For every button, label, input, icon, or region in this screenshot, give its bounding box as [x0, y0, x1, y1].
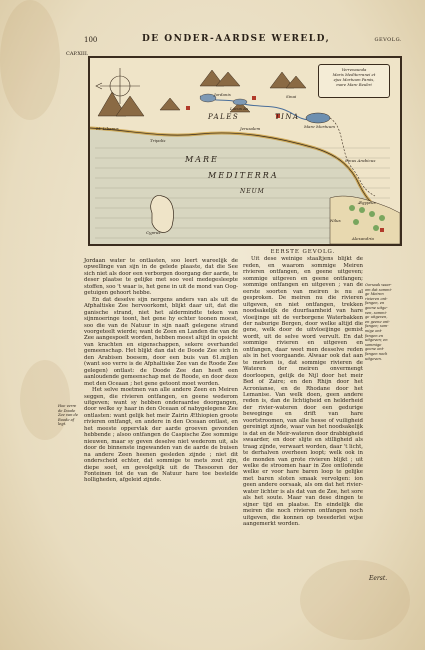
margin-line: fangen; som-: [365, 324, 389, 329]
margin-line: uitgeven; en: [365, 338, 388, 343]
margin-line: ge uitgeven,: [365, 315, 388, 320]
cartouche-line: Verrenaunda: [341, 67, 367, 72]
left-margin-note: [58, 404, 82, 427]
map-label-libanus: M. Libanus: [96, 126, 119, 131]
page-header: [84, 36, 404, 50]
map-label-aegyptus: Ægyptus: [358, 200, 376, 205]
margin-line: fangen en: [365, 333, 384, 338]
paragraph: Uit dese weinige staaltjens blijkt de reden, en waarom sommige Meiren rivieren ontfangen, en geene uitgeven; sommige uitgeven en geene ontfangen; sommige ontfangen en uitgeven ; van de eerste soorten van meiren is nu al gesproken. De meiren nu die rivieren uitgeven, en niet ontfangen, trekken noodsakelijk de duurfaamheid van hare vloeijinge uit de verborgene Waterbakken der naburige Bergen, door welke altijd die gene, welk door de uitvloeijinge gemist wordt, uit de selve word vervult. En dat sommige rivieren en uitgeven en ontfangen, daar weet men desselve reden als in het voorgaande. Alwaar ook dat aan te merken is, dat sommige rivieren de Wateren der meiren onvermengt doorloopen, gelijk de Nijl door het meir Bed of Zaire; en den Rhijn door het Acronianse, en de Rhodane door het Lemanise. Van welk doen, geen andere reden is, dan de lichtigheid en helderheid der rivier-wateren door een gedurige beweginge en drift van hare voortstroomen, van alle hesse of vuiligheid gereinigt zijnde, waar van het noodsakelijk is dat en de Meir-wateren door drabbigheid swaarder, en door slijte en stilligheid als traag zijnde, verwaart worden, daar 't licht, te derhalven overheen loopt; welk ook in de monden van grote rivieren blijkt ; uit welke de stroomen haar in Zee ontlofende welke er voor hare baren loop te gelijke met baren sloten smaak vervolgen: ion geen andere oorsaak, als om dat het rivier-water lichter is als dat van de Zee, het sore als het soute. Maar van dese dingen te sijner tijd en plaatse. En eindelijk die meiren die noch rivieren ontfangen noch uitgeven, die konnen op tweederlei wijse aangemerkt worden.: [243, 256, 363, 528]
map-label-mare-mortuum: Mare Mortuum: [304, 124, 335, 129]
margin-line: geene uitge-: [365, 305, 388, 310]
paper-stain: [300, 560, 410, 640]
margin-line: sommige: [365, 342, 382, 347]
margin-line: rivieren ont-: [365, 296, 388, 301]
map-label-tina: TINA: [275, 113, 300, 121]
margin-line: uitgeven.: [365, 356, 382, 361]
page-title: DE ONDER-AARDSE WERELD,: [142, 34, 331, 44]
map-label-nilus: Nilus: [330, 218, 341, 223]
paragraph: Het selve moetmen van alle andere Zeen en Meiren seggen, die rivieren ontfangen, en geene wederom uitgeven; want sy hebben onderaardse doorgangen, door welke sy haar in den Oceaan of nabygelegene Zee ontlasten: want gelijk het meir Zairin Æthiopien groote rivieren ontfangt, en andere in den Oceaan ontlast, en het meeste oppervlak der aarde groeven gevonden hebbende ; alsoo ontfangen de Caspische Zee sommige nieuwen, maar sy geven deselve niet wederom uit, als door de binnenste ingewanden van de aarde de buisen na andere Zeen heenen gesleden zijnde ; niet dit onderscheid echter, dat sommige te mets zout zijn, diepe soet, en gevolgelijk uit de Thesooren der Fonteinen tot de van de Natuur hare toe bestelde holligheden, afgeleid zijnde.: [84, 387, 238, 484]
right-text-column: [243, 249, 363, 527]
paragraph: En dat deselve sijn nergens anders van als uit de Afphaltiske Zee hervoorkomt, blijkt daar uit, dat die ganische strand, niet het aldermindte teken van sijnmoeringe toont, het gene hy echter toonen moest, soo die van de Natuur in sijn naaft gelegene strand voorgeteelt wierde; want de Zeen en Landen die van de Zee aangespoelt worden, hebben meest altijd in opsicht van krachten en eigenschappen, sekere overhandel gemeenschap. Het blijkt dan dat de Doode Zee sich in den Arabisen boesem, door een buis van 61.mijlen (want soo verre is de Afphaltiske Zee van de Roode Zee gelegen) ontlast: de Doode Zee dan heeft een aanloudende gemeenschap met de Roode, en door deze met den Oceaan ; het gene getoont moet worden.: [84, 296, 238, 387]
chapter-marker: CAP.XIII.: [66, 51, 89, 57]
map-label-sinus: Sinus Arabicus: [345, 158, 376, 163]
running-head-right: GEVOLG.: [374, 37, 402, 43]
margin-line: mige ont-: [365, 328, 383, 333]
margin-line: en geene ont-: [365, 319, 390, 324]
paper-stain: [20, 360, 70, 440]
cartouche-line: Maris Mediterranei et: [332, 72, 376, 77]
map-label-mare: MARE: [185, 155, 219, 164]
map-label-neum: NEUM: [240, 188, 265, 195]
paper-stain: [0, 0, 60, 120]
map-label-tripolis: Tripolis: [150, 138, 166, 143]
margin-line: Zee van de: [58, 413, 78, 418]
margin-line: Roode af: [58, 417, 75, 422]
map-cartouche: [318, 64, 390, 98]
margin-line: ge Meiren: [365, 292, 384, 297]
map-label-alexandria: Alexandria: [352, 236, 374, 241]
map-label-mediterra: MEDITERRA: [208, 171, 279, 180]
margin-line: Oorsaak waar-: [365, 283, 392, 287]
map-label-jordanis: Jordanis: [214, 92, 231, 97]
right-margin-note: [365, 283, 395, 361]
margin-line: fangen noch: [365, 351, 388, 356]
catchword: Eerst.: [369, 575, 388, 582]
margin-line: fangen, en: [365, 301, 385, 306]
margin-line: ven, sommi-: [365, 310, 387, 315]
map-label-pales: PALES: [208, 113, 240, 121]
map-label-jerusalem: Jerusalem: [240, 126, 261, 131]
margin-line: de Doode: [58, 408, 76, 413]
margin-line: om dat sommi-: [365, 287, 392, 292]
page-number: 100: [84, 36, 98, 44]
engraved-map: [88, 56, 402, 246]
paragraph: Jordaan water te ontlasten, soo leert wareelijk de opwellinge van sijn in de gelede plaaste, dat die See sich niet als door een verborgen doorgang der aarde, te deser plaatse te gelijke met soo veel medegesleepte stoffen, soo 't waar is, het gene in uit de mond van Oog-getuigen gehoort hebbe.: [84, 258, 238, 297]
map-label-sinai: Sinai: [286, 94, 297, 99]
cartouche-line: mare Mare Reubri: [336, 82, 372, 87]
cartouche-line: ejus Mortuum Pamis,: [333, 77, 375, 82]
margin-line: legt.: [58, 422, 67, 427]
margin-line: Hoe verre: [58, 404, 77, 408]
left-text-column: [84, 258, 238, 484]
section-title: EERSTE GEVOLG.: [270, 249, 336, 255]
map-label-cyprus: Cyprus: [146, 230, 161, 235]
map-label-lacus: Lacus As: [230, 106, 249, 111]
margin-line: geene ont-: [365, 347, 385, 352]
